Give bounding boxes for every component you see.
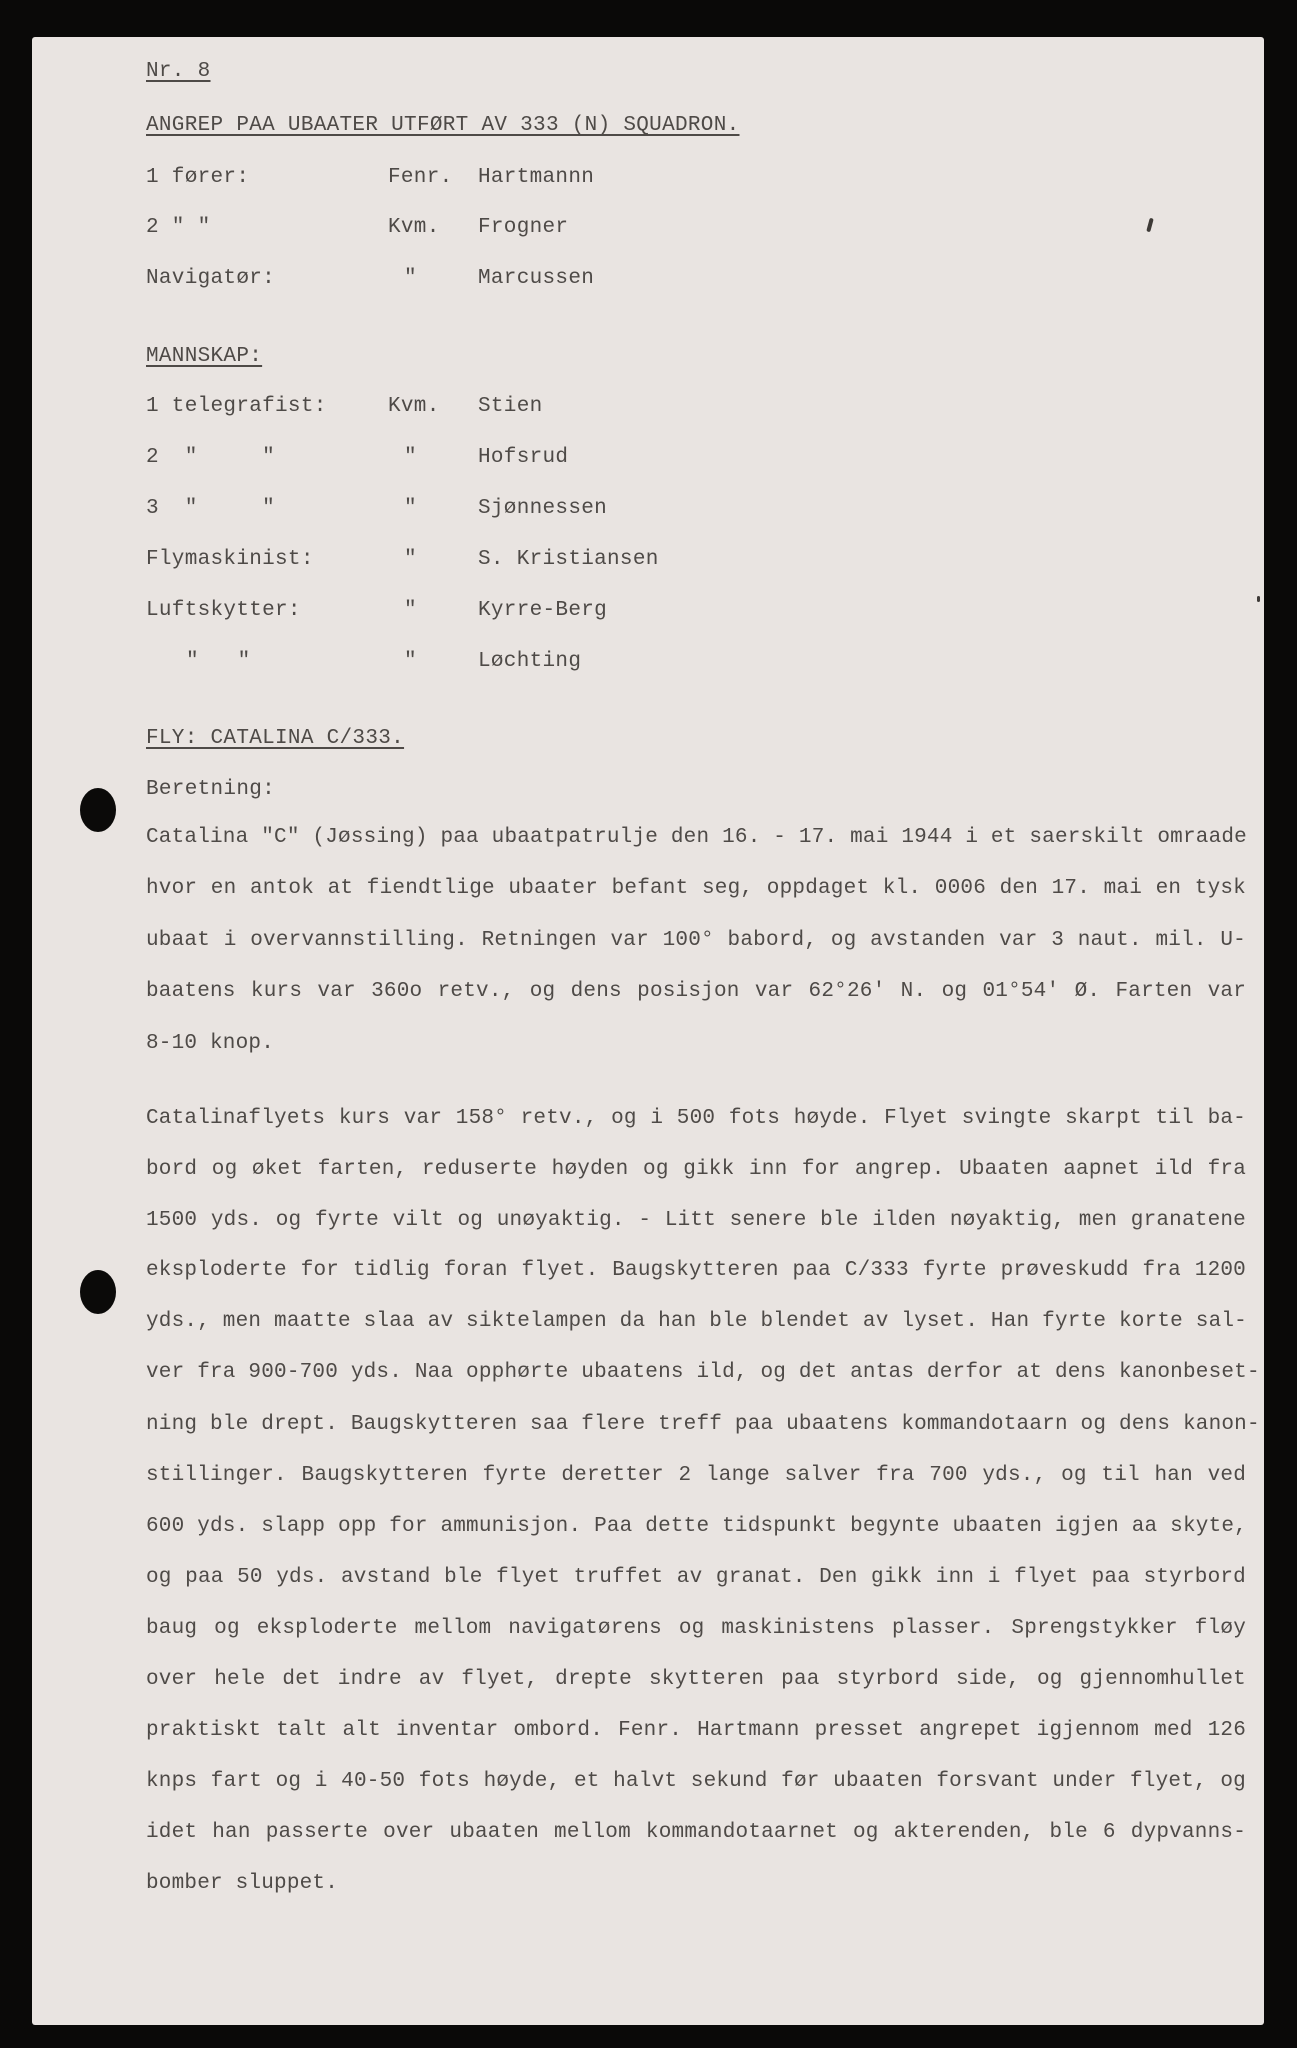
crew-rank: Fenr. xyxy=(388,166,453,189)
crew-name: Hartmannn xyxy=(478,166,595,189)
document-number: Nr. 8 xyxy=(146,60,211,83)
crew-name: Frogner xyxy=(478,216,569,239)
crew-rank: Kvm. xyxy=(388,216,440,239)
punch-hole xyxy=(80,788,116,832)
text-line: 8-10 knop. xyxy=(146,1032,275,1055)
crew-row xyxy=(146,267,275,290)
crew-role: 2 " " xyxy=(146,446,276,469)
crew-role: 1 fører: xyxy=(146,166,250,189)
text-line: ubaat i overvannstilling. Retningen var 100° babord, og avstanden var 3 naut. mil. U- xyxy=(146,929,1246,952)
crew-rank: " xyxy=(404,650,417,673)
crew-row xyxy=(146,216,211,239)
text-line: praktiskt talt alt inventar ombord. Fenr. Hartmann presset angrepet igjennom med 126 xyxy=(146,1719,1246,1742)
text-line: bord og øket farten, reduserte høyden og gikk inn for angrep. Ubaaten aapnet ild fra xyxy=(146,1158,1246,1181)
crew-name: Løchting xyxy=(478,650,582,673)
crew-name: Sjønnessen xyxy=(478,497,608,520)
crew-role: Navigatør: xyxy=(146,267,276,290)
crew-name: Hofsrud xyxy=(478,446,569,469)
crew-name: Kyrre-Berg xyxy=(478,599,608,622)
text-line: eksploderte for tidlig foran flyet. Baugskytteren paa C/333 fyrte prøveskudd fra 1200 xyxy=(146,1259,1246,1282)
aircraft-heading: FLY: CATALINA C/333. xyxy=(146,727,405,750)
text-line: stillinger. Baugskytteren fyrte deretter 2 lange salver fra 700 yds., og til han ved xyxy=(146,1464,1246,1487)
crew-rank: " xyxy=(404,599,417,622)
crew-name: Marcussen xyxy=(478,267,595,290)
text-line: baug og eksploderte mellom navigatørens og maskinistens plasser. Sprengstykker fløy xyxy=(146,1617,1246,1640)
text-line: yds., men maatte slaa av siktelampen da han ble blendet av lyset. Han fyrte korte sal- xyxy=(146,1310,1247,1333)
crew-rank: " xyxy=(404,446,417,469)
crew-name: Stien xyxy=(478,395,543,418)
text-line: ver fra 900-700 yds. Naa opphørte ubaatens ild, og det antas derfor at dens kanonbeset- xyxy=(146,1361,1260,1384)
text-line: hvor en antok at fiendtlige ubaater befant seg, oppdaget kl. 0006 den 17. mai en tysk xyxy=(146,877,1246,900)
crew-role: Luftskytter: xyxy=(146,599,301,622)
crew-role: 3 " " xyxy=(146,497,276,520)
crew-role: 1 telegrafist: xyxy=(146,395,327,418)
text-line: idet han passerte over ubaaten mellom kommandotaarnet og akterenden, ble 6 dypvanns- xyxy=(146,1821,1246,1844)
text-line: og paa 50 yds. avstand ble flyet truffet av granat. Den gikk inn i flyet paa styrbord xyxy=(146,1566,1246,1589)
text-line: Catalinaflyets kurs var 158° retv., og i 500 fots høyde. Flyet svingte skarpt til ba- xyxy=(146,1107,1246,1130)
crew-role: 2 " " xyxy=(146,216,211,239)
report-heading: Beretning: xyxy=(146,778,276,801)
text-line: 1500 yds. og fyrte vilt og unøyaktig. - Litt senere ble ilden nøyaktig, men granatene xyxy=(146,1209,1246,1232)
crew-row xyxy=(146,166,249,189)
document-title: ANGREP PAA UBAATER UTFØRT AV 333 (N) SQUADRON. xyxy=(146,114,740,137)
text-line: bomber sluppet. xyxy=(146,1872,339,1895)
crew-rank: " xyxy=(404,497,417,520)
punch-hole xyxy=(80,1270,116,1314)
text-line: knps fart og i 40-50 fots høyde, et halvt sekund før ubaaten forsvant under flyet, og xyxy=(146,1770,1246,1793)
text-line: baatens kurs var 360o retv., og dens posisjon var 62°26' N. og 01°54' Ø. Farten var xyxy=(146,980,1246,1003)
crew-rank: Kvm. xyxy=(388,395,440,418)
crew-rank: " xyxy=(404,267,417,290)
crew-name: S. Kristiansen xyxy=(478,548,659,571)
text-line: over hele det indre av flyet, drepte skytteren paa styrbord side, og gjennomhullet xyxy=(146,1668,1246,1691)
text-line: 600 yds. slapp opp for ammunisjon. Paa dette tidspunkt begynte ubaaten igjen aa skyte, xyxy=(146,1515,1247,1538)
crew-role: Flymaskinist: xyxy=(146,548,314,571)
text-line: Catalina "C" (Jøssing) paa ubaatpatrulje den 16. - 17. mai 1944 i et saerskilt omraade xyxy=(146,826,1247,849)
ink-mark xyxy=(1257,596,1260,602)
crew-role: " " xyxy=(186,650,251,673)
crew-rank: " xyxy=(404,548,417,571)
text-line: ning ble drept. Baugskytteren saa flere treff paa ubaatens kommandotaarn og dens kanon- xyxy=(146,1413,1260,1436)
crew-heading: MANNSKAP: xyxy=(146,345,263,368)
